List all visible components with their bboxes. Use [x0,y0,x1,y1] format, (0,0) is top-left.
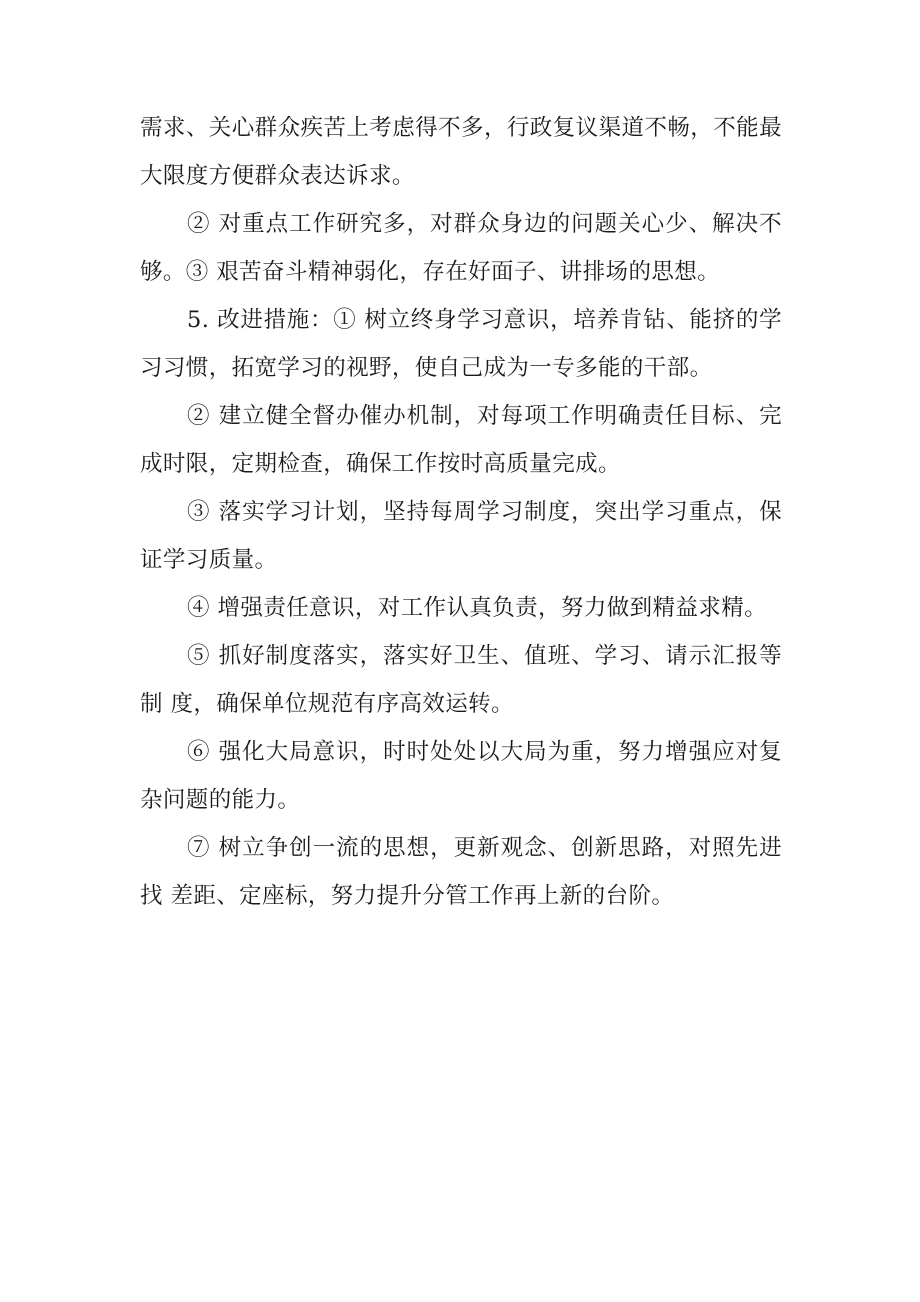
paragraph-measure-3: ③ 落实学习计划，坚持每周学习制度，突出学习重点，保证学习质量。 [140,499,782,573]
paragraph-item-2-3: ② 对重点工作研究多，对群众身边的问题关心少、解决不够。③ 艰苦奋斗精神弱化，存在好面子、讲排场的思想。 [140,211,782,285]
paragraph-measure-4: ④ 增强责任意识，对工作认真负责，努力做到精益求精。 [187,595,768,621]
paragraph-measure-2: ② 建立健全督办催办机制，对每项工作明确责任目标、完成时限，定期检查，确保工作按时高质量完成。 [140,403,782,477]
paragraph-improvement-measures: 5. 改进措施：① 树立终身学习意识，培养肯钻、能挤的学习习惯，拓宽学习的视野，使自己成为一专多能的干部。 [140,307,782,381]
paragraph-continuation: 需求、关心群众疾苦上考虑得不多，行政复议渠道不畅，不能最大限度方便群众表达诉求。 [140,115,782,189]
paragraph-measure-6: ⑥ 强化大局意识，时时处处以大局为重，努力增强应对复杂问题的能力。 [140,739,782,813]
body-text [140,104,782,920]
paragraph-measure-5: ⑤ 抓好制度落实，落实好卫生、值班、学习、请示汇报等制 度，确保单位规范有序高效运转。 [140,643,782,717]
paragraph-measure-7: ⑦ 树立争创一流的思想，更新观念、创新思路，对照先进找 差距、定座标，努力提升分管工作再上新的台阶。 [140,835,782,909]
